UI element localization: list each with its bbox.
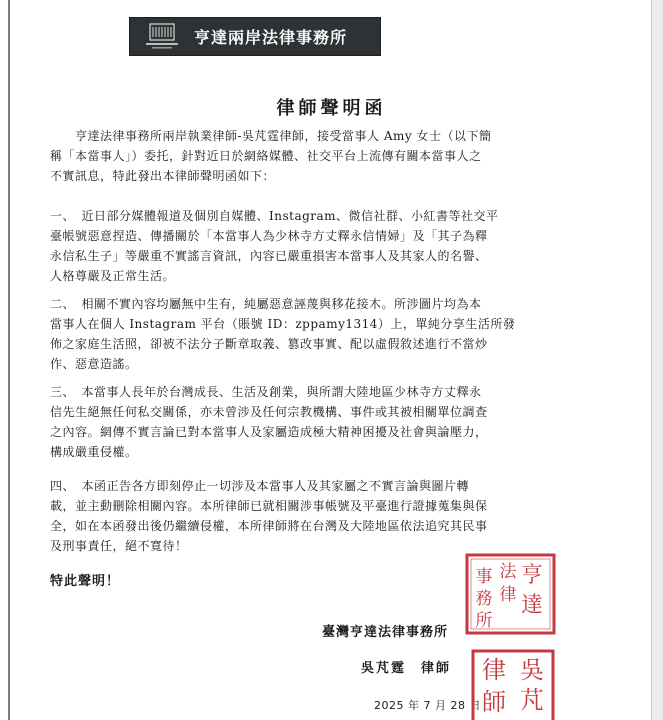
paragraph-line: 亨達法律事務所兩岸執業律師-吳芃霆律師，接受當事人 Amy 女士（以下簡 (50, 129, 492, 143)
svg-text:芃: 芃 (520, 686, 544, 714)
signature-lawyer-name: 吳芃霆 律師 (361, 661, 452, 676)
svg-text:法: 法 (499, 562, 517, 582)
paragraph-line: 二、 相關不實內容均屬無中生有，純屬惡意誣蔑與移花接木。所涉圖片均為本 (50, 297, 482, 311)
svg-text:吳: 吳 (520, 656, 544, 684)
item-one-paragraph (50, 206, 499, 286)
paragraph-line: 作、惡意造謠。 (50, 357, 138, 371)
banner-firm-name: 亨達兩岸法律事務所 (194, 28, 348, 47)
svg-text:所: 所 (475, 611, 493, 631)
svg-text:律: 律 (499, 585, 517, 605)
item-three-paragraph (50, 382, 488, 462)
paragraph-line: 及刑事責任，絕不寬待！ (50, 539, 188, 553)
paragraph-line: 佈之家庭生活照，卻被不法分子斷章取義、篡改事實、配以虛假敘述進行不當炒 (50, 337, 488, 351)
paragraph-line: 載，並主動刪除相關內容。本所律師已就相關涉事帳號及平臺進行證據蒐集與保 (50, 499, 488, 513)
paragraph-line: 全，如在本函發出後仍繼續侵權，本所律師將在台灣及大陸地區依法追究其民事 (50, 519, 488, 533)
paragraph-line: 之內容。網傳不實言論已對本當事人及家屬造成極大精神困擾及社會與論壓力， (50, 425, 488, 439)
svg-text:律: 律 (482, 656, 506, 684)
svg-text:事: 事 (475, 567, 493, 587)
paragraph-line: 構成嚴重侵權。 (50, 445, 138, 459)
paragraph-line: 永信私生子」等嚴重不實謠言資訊，內容已嚴重損害本當事人及其家人的名譽、 (50, 249, 488, 263)
firm-banner (129, 17, 381, 56)
svg-text:務: 務 (475, 589, 493, 609)
firm-seal-stamp (464, 552, 557, 636)
paragraph-line: 一、 近日部分媒體報道及個別自媒體、Instagram、微信社群、小紅書等社交平 (50, 209, 499, 223)
paragraph-line: 臺帳號惡意捏造、傳播關於「本當事人為少林寺方丈釋永信情婦」及「其子為釋 (50, 229, 488, 243)
paragraph-line: 信先生絕無任何私交關係，亦未曾涉及任何宗教機構、事件或其被相關單位調查 (50, 405, 488, 419)
closing-statement: 特此聲明！ (50, 574, 121, 589)
paragraph-line: 四、 本函正告各方即刻停止一切涉及本當事人及其家屬之不實言論與圖片轉 (50, 479, 470, 493)
paragraph-line: 人格尊嚴及正常生活。 (50, 269, 176, 283)
signature-date: 2025 年 7 月 28 日 (374, 699, 481, 712)
paragraph-line: 三、 本當事人長年於台灣成長、生活及創業，與所謂大陸地區少林寺方丈釋永 (50, 385, 482, 399)
letter-title: 律師聲明函 (276, 98, 387, 119)
firm-logo-icon (144, 22, 180, 50)
svg-text:達: 達 (520, 593, 544, 618)
paragraph-line: 不實訊息，特此發出本律師聲明函如下： (50, 169, 276, 183)
paragraph-line: 當事人在個人 Instagram 平台（賬號 ID：zppamy1314）上，單純分享生活所發 (50, 317, 516, 331)
signature-firm-name: 臺灣亨達法律事務所 (322, 625, 449, 640)
paragraph-line: 稱「本當事人」）委托，針對近日於網絡媒體、社交平台上流傳有關本當事人之 (50, 149, 482, 163)
svg-text:亨: 亨 (520, 563, 544, 588)
item-two-paragraph (50, 294, 516, 374)
item-four-paragraph (50, 476, 488, 556)
lawyer-seal-stamp (470, 648, 556, 720)
intro-paragraph (50, 126, 492, 186)
svg-text:師: 師 (482, 688, 506, 716)
